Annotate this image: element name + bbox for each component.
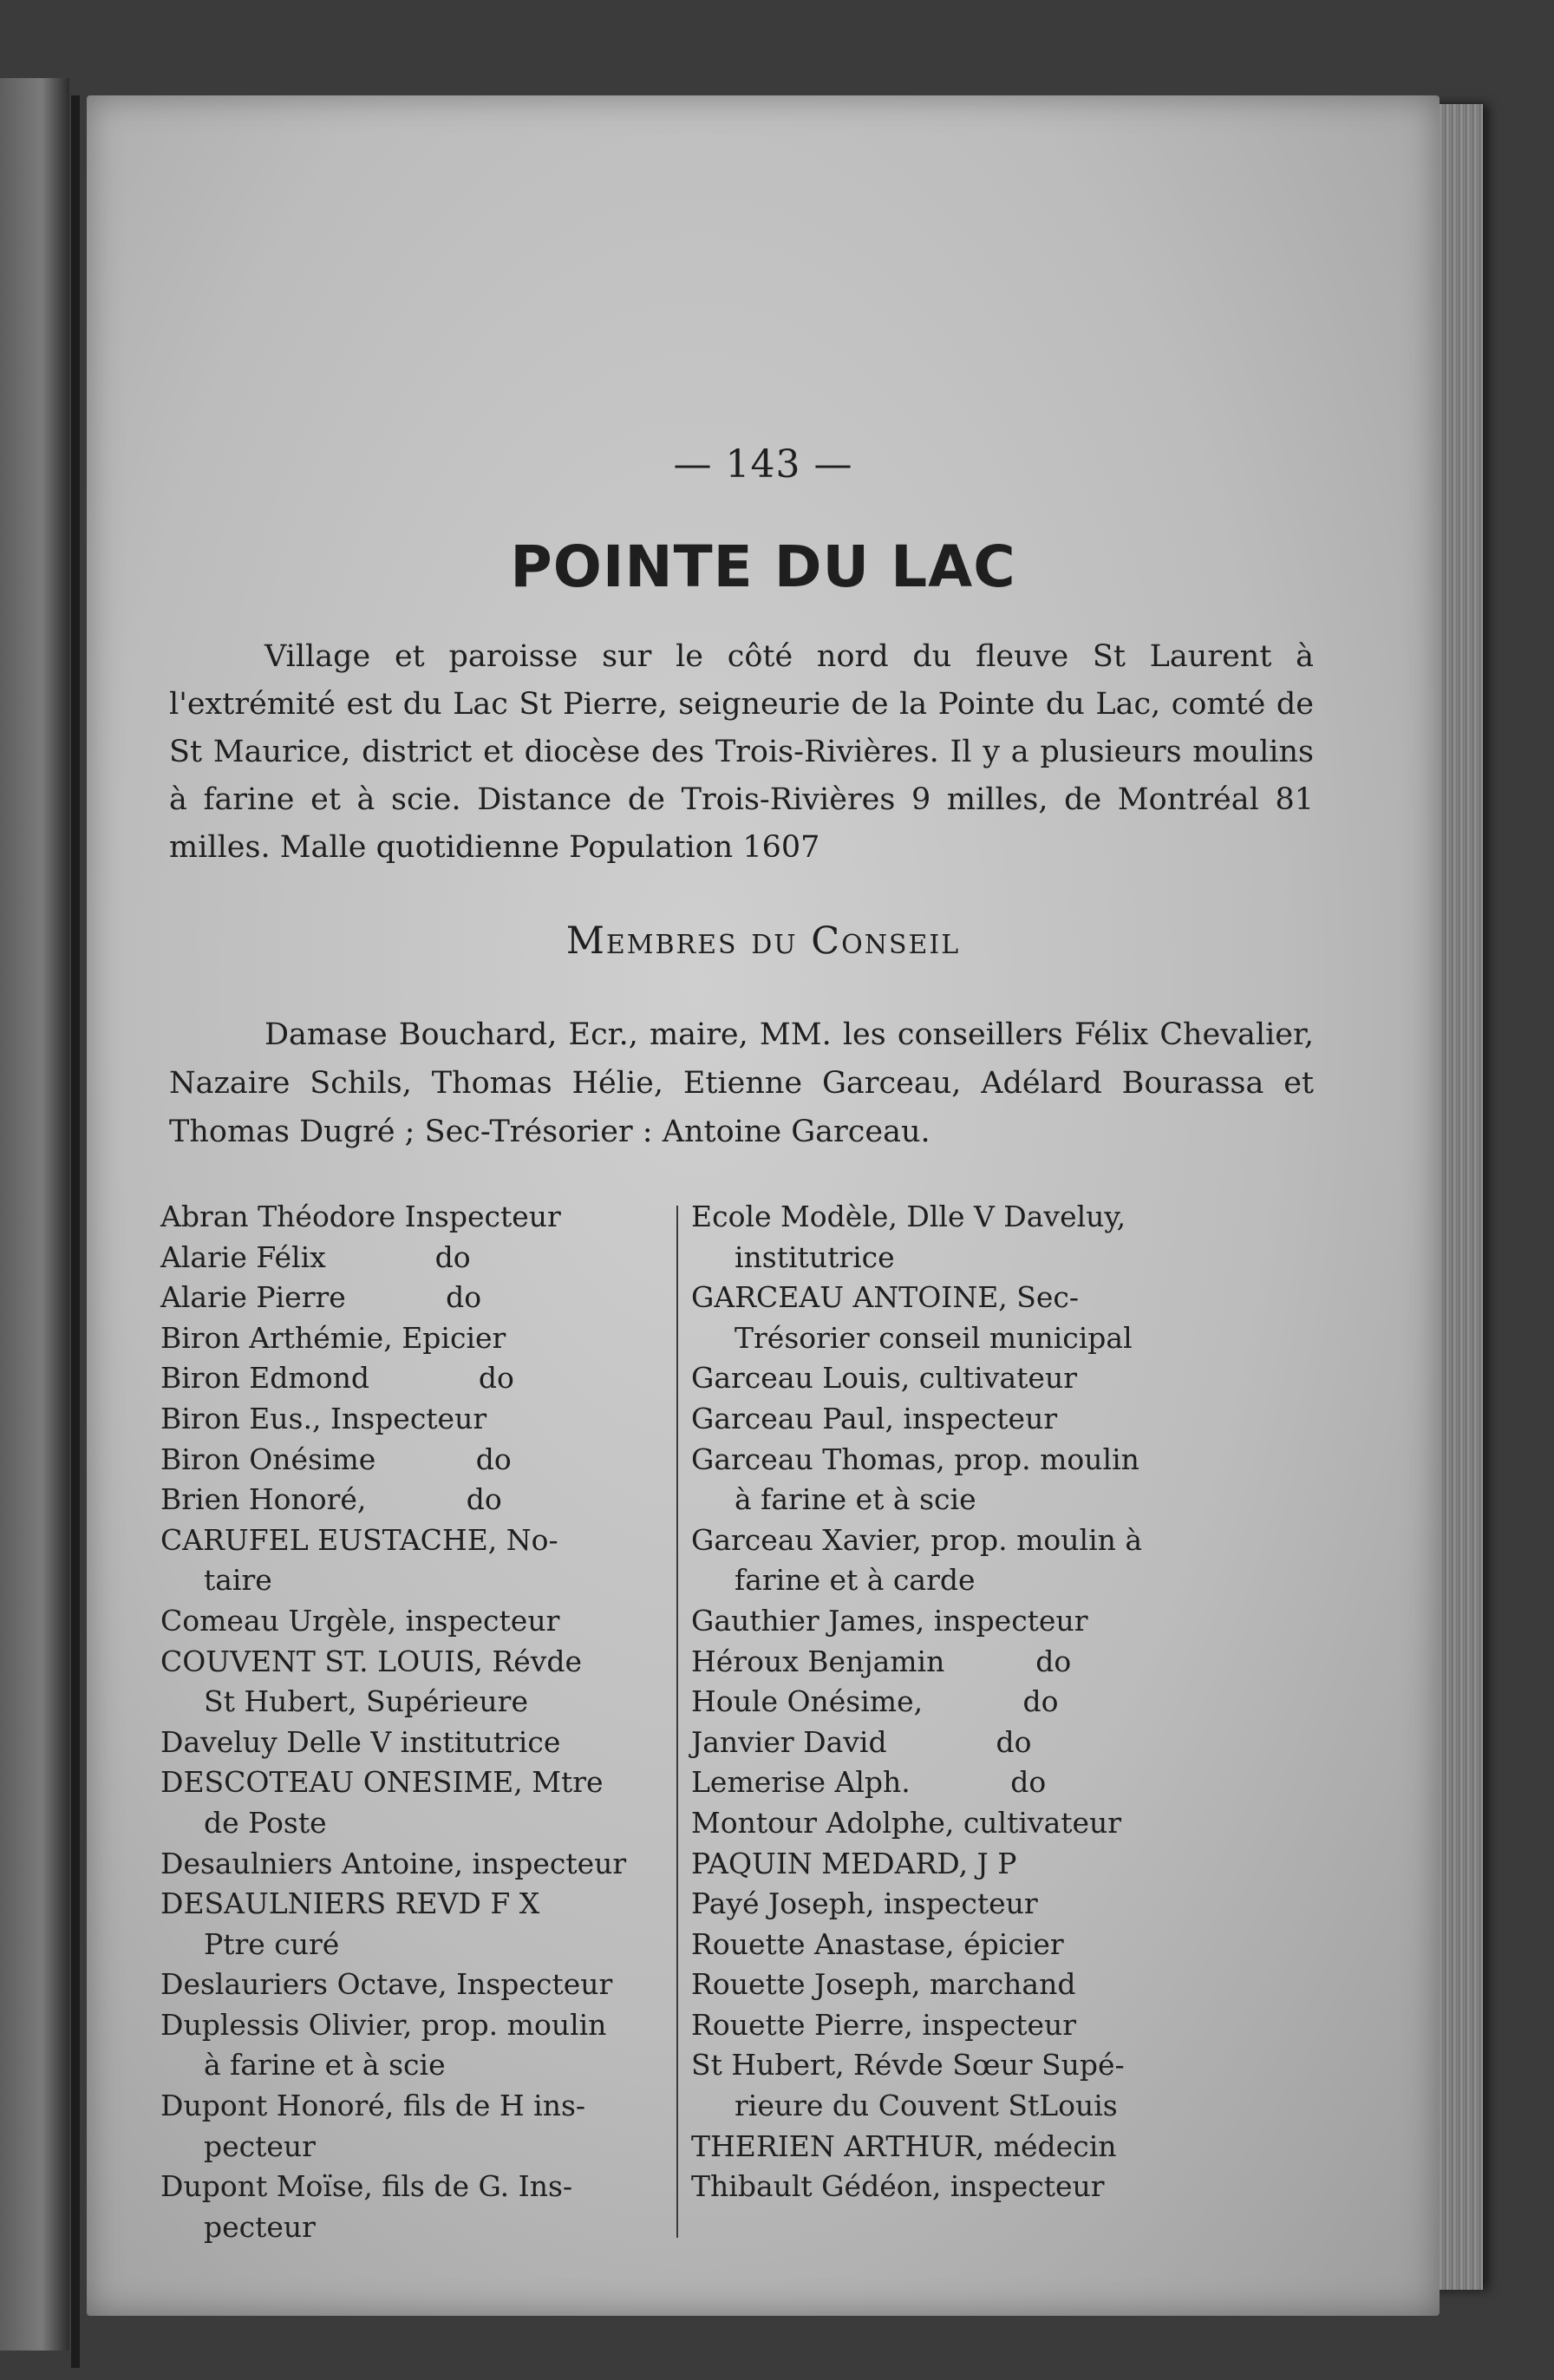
directory-entry bbox=[160, 1965, 741, 2005]
entry-continuation: pecteur bbox=[204, 2128, 316, 2163]
entry-line: THERIEN ARTHUR, médecin bbox=[691, 2128, 1117, 2163]
directory-entry bbox=[691, 1884, 1290, 1925]
directory-entry bbox=[691, 1520, 1290, 1601]
directory-entry bbox=[691, 1682, 1290, 1723]
directory-entry bbox=[691, 1762, 1290, 1803]
section-heading: Membres du Conseil bbox=[565, 919, 961, 963]
directory-entry bbox=[160, 1844, 741, 1885]
entry-line: Payé Joseph, inspecteur bbox=[691, 1886, 1038, 1921]
directory-entry bbox=[160, 1358, 741, 1399]
directory-entry bbox=[160, 1399, 741, 1440]
entry-continuation: rieure du Couvent StLouis bbox=[735, 2089, 1118, 2123]
entry-line: DESAULNIERS REVD F X bbox=[160, 1886, 540, 1921]
directory-entry bbox=[691, 1197, 1290, 1278]
entry-continuation: farine et à carde bbox=[735, 1563, 976, 1598]
entry-line: Biron Onésime do bbox=[160, 1442, 512, 1476]
entry-line: Comeau Urgèle, inspecteur bbox=[160, 1603, 560, 1638]
entry-line: Garceau Xavier, prop. moulin à bbox=[691, 1522, 1143, 1557]
directory-entry bbox=[691, 1925, 1290, 1965]
entry-line: DESCOTEAU ONESIME, Mtre bbox=[160, 1765, 604, 1800]
entry-line: Deslauriers Octave, Inspecteur bbox=[160, 1967, 613, 2002]
directory-entry bbox=[691, 1965, 1290, 2005]
entry-line: Alarie Félix do bbox=[160, 1239, 471, 1274]
entry-continuation: institutrice bbox=[735, 1239, 895, 1274]
entry-line: St Hubert, Révde Sœur Supé- bbox=[691, 2048, 1125, 2082]
entry-line: PAQUIN MEDARD, J P bbox=[691, 1846, 1017, 1880]
entry-line: Biron Arthémie, Epicier bbox=[160, 1320, 506, 1355]
directory-right-column bbox=[691, 1197, 1290, 2207]
facing-page-edge bbox=[0, 78, 69, 2351]
entry-line: Duplessis Olivier, prop. moulin bbox=[160, 2007, 607, 2042]
directory-entry bbox=[160, 1480, 741, 1520]
directory-entry bbox=[160, 1278, 741, 1318]
directory-entry bbox=[691, 1399, 1290, 1440]
entry-line: Héroux Benjamin do bbox=[691, 1644, 1072, 1678]
directory-entry bbox=[691, 1358, 1290, 1399]
entry-line: Rouette Joseph, marchand bbox=[691, 1967, 1076, 2002]
council-paragraph: Damase Bouchard, Ecr., maire, MM. les conseillers Félix Chevalier, Nazaire Schils, Thomas Hélie, Etienne Garceau, Adélard Bourassa et Thomas Dugré ; Sec-Trésorier : Antoine Garceau. bbox=[169, 1017, 1314, 1149]
directory-entry bbox=[160, 1318, 741, 1359]
directory-entry bbox=[691, 2005, 1290, 2046]
directory-entry bbox=[691, 1642, 1290, 1683]
directory-entry bbox=[691, 2127, 1290, 2168]
directory-entry bbox=[691, 1803, 1290, 1844]
directory-entry bbox=[691, 1723, 1290, 1763]
directory-entry bbox=[160, 1197, 741, 1238]
entry-continuation: à farine et à scie bbox=[735, 1482, 976, 1517]
directory-entry bbox=[160, 1601, 741, 1642]
entry-line: Dupont Honoré, fils de H ins- bbox=[160, 2089, 586, 2123]
page-title: POINTE DU LAC bbox=[510, 533, 1016, 600]
directory-entry bbox=[160, 2005, 741, 2086]
entry-line: Brien Honoré, do bbox=[160, 1482, 502, 1517]
entry-continuation: Ptre curé bbox=[204, 1926, 340, 1961]
directory-left-column bbox=[160, 1197, 741, 2247]
entry-line: Garceau Paul, inspecteur bbox=[691, 1401, 1058, 1435]
entry-line: Montour Adolphe, cultivateur bbox=[691, 1805, 1122, 1840]
directory-entry bbox=[160, 1884, 741, 1965]
directory-entry bbox=[160, 1723, 741, 1763]
entry-line: COUVENT ST. LOUIS, Révde bbox=[160, 1644, 583, 1678]
directory-entry bbox=[160, 2086, 741, 2167]
book-page bbox=[87, 95, 1440, 2316]
entry-line: Gauthier James, inspecteur bbox=[691, 1603, 1088, 1638]
entry-continuation: pecteur bbox=[204, 2209, 316, 2244]
directory-entry bbox=[691, 1278, 1290, 1358]
page-number: — 143 — bbox=[673, 442, 853, 487]
directory-entry bbox=[691, 1440, 1290, 1520]
entry-line: Garceau Thomas, prop. moulin bbox=[691, 1442, 1139, 1476]
directory-entry bbox=[160, 1440, 741, 1481]
directory-entry bbox=[160, 2167, 741, 2247]
directory-entry bbox=[160, 1642, 741, 1723]
intro-paragraph: Village et paroisse sur le côté nord du fleuve St Laurent à l'extrémité est du Lac St Pierre, seigneurie de la Pointe du Lac, comté de St Maurice, district et diocèse des Trois-Rivières. Il y a plusieurs moulins à farine et à scie. Distance de Trois-Rivières 9 milles, de Montréal 81 milles. Malle quotidienne Population 1607 bbox=[169, 639, 1314, 865]
entry-line: Janvier David do bbox=[691, 1724, 1032, 1759]
entry-line: Daveluy Delle V institutrice bbox=[160, 1724, 561, 1759]
entry-continuation: à farine et à scie bbox=[204, 2048, 446, 2082]
directory-entry bbox=[691, 2167, 1290, 2207]
entry-line: Alarie Pierre do bbox=[160, 1280, 482, 1315]
entry-line: Rouette Anastase, épicier bbox=[691, 1926, 1064, 1961]
directory-entry bbox=[160, 1762, 741, 1843]
directory-entry bbox=[160, 1238, 741, 1278]
entry-line: Houle Onésime, do bbox=[691, 1684, 1059, 1719]
entry-line: Biron Edmond do bbox=[160, 1361, 514, 1396]
directory-entry bbox=[691, 1844, 1290, 1885]
directory-entry bbox=[691, 1601, 1290, 1642]
entry-continuation: de Poste bbox=[204, 1805, 327, 1840]
entry-line: Lemerise Alph. do bbox=[691, 1765, 1047, 1800]
directory-entry bbox=[160, 1520, 741, 1601]
entry-line: GARCEAU ANTOINE, Sec- bbox=[691, 1280, 1080, 1315]
entry-line: Desaulniers Antoine, inspecteur bbox=[160, 1846, 627, 1880]
entry-line: Rouette Pierre, inspecteur bbox=[691, 2007, 1077, 2042]
entry-line: Thibault Gédéon, inspecteur bbox=[691, 2169, 1105, 2204]
entry-continuation: Trésorier conseil municipal bbox=[735, 1320, 1133, 1355]
entry-line: Biron Eus., Inspecteur bbox=[160, 1401, 487, 1435]
entry-continuation: St Hubert, Supérieure bbox=[204, 1684, 528, 1719]
book-gutter bbox=[71, 95, 80, 2368]
entry-line: Ecole Modèle, Dlle V Daveluy, bbox=[691, 1200, 1126, 1233]
directory-entry bbox=[691, 2045, 1290, 2126]
entry-continuation: taire bbox=[204, 1563, 272, 1598]
entry-line: Abran Théodore Inspecteur bbox=[160, 1200, 561, 1233]
entry-line: Dupont Moïse, fils de G. Ins- bbox=[160, 2169, 573, 2204]
entry-line: CARUFEL EUSTACHE, No- bbox=[160, 1522, 558, 1557]
entry-line: Garceau Louis, cultivateur bbox=[691, 1361, 1077, 1396]
